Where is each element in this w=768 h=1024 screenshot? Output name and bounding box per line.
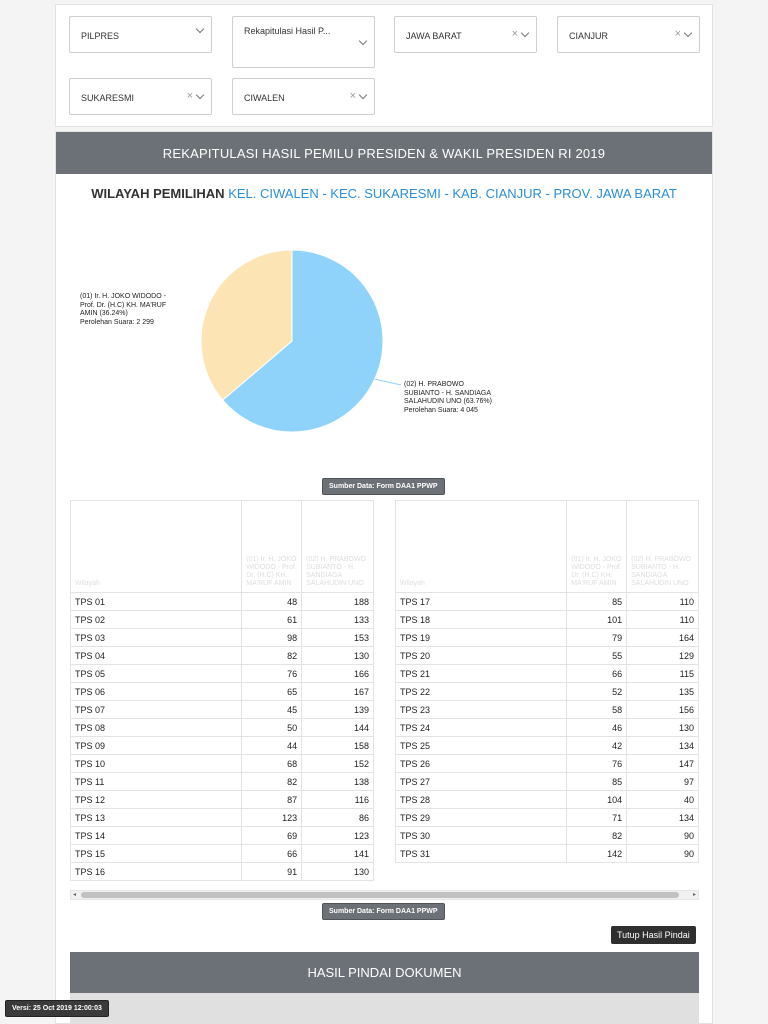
regency-select-value: CIANJUR (569, 31, 609, 41)
cell-votes-02: 188 (302, 593, 374, 611)
table-row (396, 809, 699, 827)
table-row (396, 629, 699, 647)
scrollbar-thumb[interactable] (81, 892, 679, 898)
pie-label-line: (01) Ir. H. JOKO WIDODO - (80, 293, 166, 300)
scan-results-title: HASIL PINDAI DOKUMEN (70, 952, 699, 993)
cell-votes-02: 167 (302, 683, 374, 701)
chevron-down-icon (684, 28, 692, 36)
cell-wilayah: TPS 19 (396, 629, 567, 647)
table-row (71, 737, 374, 755)
cell-wilayah: TPS 04 (71, 647, 242, 665)
scroll-right-icon[interactable]: ▸ (692, 892, 696, 898)
district-select[interactable] (69, 78, 212, 115)
table-row (71, 665, 374, 683)
pie-label-line: Prof. Dr. (H.C) KH. MA'RUF (80, 301, 167, 309)
table-row (71, 629, 374, 647)
cell-wilayah: TPS 23 (396, 701, 567, 719)
region-heading (56, 186, 712, 201)
cell-wilayah: TPS 30 (396, 827, 567, 845)
table-row (71, 791, 374, 809)
village-select-value: CIWALEN (244, 93, 285, 103)
cell-votes-02: 130 (627, 719, 699, 737)
table-row (71, 701, 374, 719)
cell-wilayah: TPS 01 (71, 593, 242, 611)
table-row (396, 827, 699, 845)
table-row (71, 827, 374, 845)
header-candidate-02: (02) H. PRABOWO SUBIANTO - H. SANDIAGA SALAHUDIN UNO (302, 501, 374, 593)
cell-wilayah: TPS 10 (71, 755, 242, 773)
cell-wilayah: TPS 28 (396, 791, 567, 809)
cell-wilayah: TPS 07 (71, 701, 242, 719)
table-row (71, 683, 374, 701)
cell-votes-02: 166 (302, 665, 374, 683)
cell-votes-02: 97 (627, 773, 699, 791)
cell-votes-01: 85 (567, 773, 627, 791)
cell-votes-02: 141 (302, 845, 374, 863)
cell-votes-01: 82 (242, 773, 302, 791)
election-select-value: PILPRES (81, 31, 120, 41)
filter-panel (55, 4, 713, 127)
table-row (396, 611, 699, 629)
province-select[interactable] (394, 16, 537, 53)
cell-votes-01: 69 (242, 827, 302, 845)
source-button[interactable]: Sumber Data: Form DAA1 PPWP (322, 478, 445, 495)
header-candidate-02: (02) H. PRABOWO SUBIANTO - H. SANDIAGA SALAHUDIN UNO (627, 501, 699, 593)
cell-wilayah: TPS 20 (396, 647, 567, 665)
chevron-down-icon (521, 28, 529, 36)
table-row (396, 683, 699, 701)
cell-wilayah: TPS 09 (71, 737, 242, 755)
version-badge: Versi: 25 Oct 2019 12:00:03 (5, 1000, 109, 1017)
cell-votes-02: 130 (302, 647, 374, 665)
cell-votes-02: 135 (627, 683, 699, 701)
table-row (71, 611, 374, 629)
cell-wilayah: TPS 26 (396, 755, 567, 773)
pie-label-line: SALAHUDIN UNO (63.76%) (404, 398, 492, 405)
cell-votes-02: 90 (627, 845, 699, 863)
table-row (396, 701, 699, 719)
election-select[interactable] (69, 16, 212, 53)
cell-wilayah: TPS 25 (396, 737, 567, 755)
pie-label-line: (02) H. PRABOWO (404, 381, 464, 388)
cell-votes-01: 142 (567, 845, 627, 863)
district-select-value: SUKARESMI (81, 93, 135, 103)
table-row (71, 755, 374, 773)
cell-votes-01: 85 (567, 593, 627, 611)
cell-votes-02: 144 (302, 719, 374, 737)
cell-votes-01: 82 (567, 827, 627, 845)
table-row (396, 647, 699, 665)
horizontal-scrollbar[interactable] (70, 890, 699, 900)
cell-votes-02: 152 (302, 755, 374, 773)
cell-votes-01: 45 (242, 701, 302, 719)
cell-wilayah: TPS 15 (71, 845, 242, 863)
pie-leader-line (208, 302, 209, 303)
chevron-down-icon (196, 25, 204, 33)
pie-label-line: SUBIANTO - H. SANDIAGA (404, 389, 491, 397)
header-candidate-01: (01) Ir. H. JOKO WIDODO - Prof. Dr. (H.C) KH. MA'RUF AMIN (567, 501, 627, 593)
cell-votes-02: 138 (302, 773, 374, 791)
cell-wilayah: TPS 18 (396, 611, 567, 629)
cell-wilayah: TPS 03 (71, 629, 242, 647)
table-row (396, 737, 699, 755)
clear-icon[interactable]: × (186, 90, 193, 102)
cell-wilayah: TPS 02 (71, 611, 242, 629)
cell-votes-02: 147 (627, 755, 699, 773)
cell-votes-01: 42 (567, 737, 627, 755)
cell-votes-02: 40 (627, 791, 699, 809)
pie-label-line: Perolehan Suara: 4 045 (404, 406, 478, 414)
table-row (396, 845, 699, 863)
cell-votes-02: 139 (302, 701, 374, 719)
cell-wilayah: TPS 21 (396, 665, 567, 683)
table-row (71, 845, 374, 863)
source-button-bottom[interactable]: Sumber Data: Form DAA1 PPWP (322, 903, 445, 920)
report-select[interactable] (232, 16, 375, 68)
table-header-row (396, 501, 699, 593)
scan-results-body (70, 993, 699, 1024)
cell-votes-01: 66 (567, 665, 627, 683)
pie-leader-line (375, 379, 401, 385)
table-row (71, 863, 374, 881)
cell-votes-01: 123 (242, 809, 302, 827)
cell-wilayah: TPS 08 (71, 719, 242, 737)
cell-votes-01: 48 (242, 593, 302, 611)
cell-wilayah: TPS 05 (71, 665, 242, 683)
table-row (396, 791, 699, 809)
cell-wilayah: TPS 29 (396, 809, 567, 827)
chevron-down-icon (359, 90, 367, 98)
cell-votes-01: 76 (242, 665, 302, 683)
cell-wilayah: TPS 24 (396, 719, 567, 737)
cell-votes-01: 52 (567, 683, 627, 701)
cell-votes-01: 68 (242, 755, 302, 773)
region-label: WILAYAH PEMILIHAN (91, 186, 225, 201)
pie-label-02 (404, 381, 514, 415)
cell-votes-02: 110 (627, 611, 699, 629)
cell-wilayah: TPS 27 (396, 773, 567, 791)
cell-votes-02: 123 (302, 827, 374, 845)
cell-votes-02: 129 (627, 647, 699, 665)
cell-votes-02: 133 (302, 611, 374, 629)
cell-votes-02: 156 (627, 701, 699, 719)
pie-label-line: Perolehan Suara: 2 299 (80, 318, 154, 326)
table-header-row (71, 501, 374, 593)
clear-icon[interactable]: × (674, 28, 681, 40)
cell-votes-02: 153 (302, 629, 374, 647)
cell-votes-02: 130 (302, 863, 374, 881)
province-select-value: JAWA BARAT (406, 31, 462, 41)
chevron-down-icon (359, 37, 367, 45)
cell-votes-01: 61 (242, 611, 302, 629)
cell-votes-02: 115 (627, 665, 699, 683)
results-card (55, 131, 713, 1024)
cell-wilayah: TPS 17 (396, 593, 567, 611)
clear-icon[interactable]: × (349, 90, 356, 102)
cell-wilayah: TPS 13 (71, 809, 242, 827)
header-candidate-01: (01) Ir. H. JOKO WIDODO - Prof. Dr. (H.C) KH. MA'RUF AMIN (242, 501, 302, 593)
cell-votes-01: 82 (242, 647, 302, 665)
cell-votes-01: 66 (242, 845, 302, 863)
header-wilayah: Wilayah (396, 501, 567, 593)
cell-votes-02: 86 (302, 809, 374, 827)
clear-icon[interactable]: × (511, 28, 518, 40)
table-row (396, 593, 699, 611)
village-select[interactable] (232, 78, 375, 115)
regency-select[interactable] (557, 16, 700, 53)
cell-wilayah: TPS 14 (71, 827, 242, 845)
cell-votes-01: 58 (567, 701, 627, 719)
card-title: REKAPITULASI HASIL PEMILU PRESIDEN & WAKIL PRESIDEN RI 2019 (56, 132, 712, 174)
pie-chart (56, 217, 712, 447)
cell-votes-01: 50 (242, 719, 302, 737)
header-wilayah: Wilayah (71, 501, 242, 593)
table-row (71, 647, 374, 665)
cell-votes-01: 104 (567, 791, 627, 809)
tps-table-left (70, 500, 374, 881)
region-value: KEL. CIWALEN - KEC. SUKARESMI - KAB. CIANJUR - PROV. JAWA BARAT (228, 186, 677, 201)
cell-votes-01: 91 (242, 863, 302, 881)
cell-votes-02: 134 (627, 737, 699, 755)
cell-votes-02: 90 (627, 827, 699, 845)
cell-wilayah: TPS 16 (71, 863, 242, 881)
cell-votes-02: 164 (627, 629, 699, 647)
cell-wilayah: TPS 12 (71, 791, 242, 809)
cell-wilayah: TPS 22 (396, 683, 567, 701)
report-select-value: Rekapitulasi Hasil P... (244, 26, 331, 36)
table-row (71, 593, 374, 611)
cell-votes-02: 134 (627, 809, 699, 827)
table-row (396, 755, 699, 773)
table-row (396, 773, 699, 791)
cell-votes-01: 44 (242, 737, 302, 755)
cell-votes-01: 55 (567, 647, 627, 665)
cell-votes-01: 76 (567, 755, 627, 773)
cell-votes-02: 110 (627, 593, 699, 611)
table-row (396, 719, 699, 737)
pie-label-line: AMIN (36.24%) (80, 310, 128, 317)
cell-votes-02: 158 (302, 737, 374, 755)
table-row (396, 665, 699, 683)
cell-wilayah: TPS 11 (71, 773, 242, 791)
table-row (71, 719, 374, 737)
cell-votes-01: 71 (567, 809, 627, 827)
table-row (71, 773, 374, 791)
cell-votes-01: 98 (242, 629, 302, 647)
pie-label-01 (80, 293, 190, 327)
cell-votes-01: 65 (242, 683, 302, 701)
cell-votes-01: 87 (242, 791, 302, 809)
scroll-left-icon[interactable]: ◂ (73, 892, 77, 898)
chevron-down-icon (196, 90, 204, 98)
cell-votes-01: 79 (567, 629, 627, 647)
cell-votes-01: 101 (567, 611, 627, 629)
close-scan-button[interactable]: Tutup Hasil Pindai (611, 926, 696, 944)
cell-votes-02: 116 (302, 791, 374, 809)
tps-table-right (395, 500, 699, 863)
cell-wilayah: TPS 31 (396, 845, 567, 863)
table-row (71, 809, 374, 827)
cell-votes-01: 46 (567, 719, 627, 737)
cell-wilayah: TPS 06 (71, 683, 242, 701)
pie-svg (56, 217, 712, 447)
